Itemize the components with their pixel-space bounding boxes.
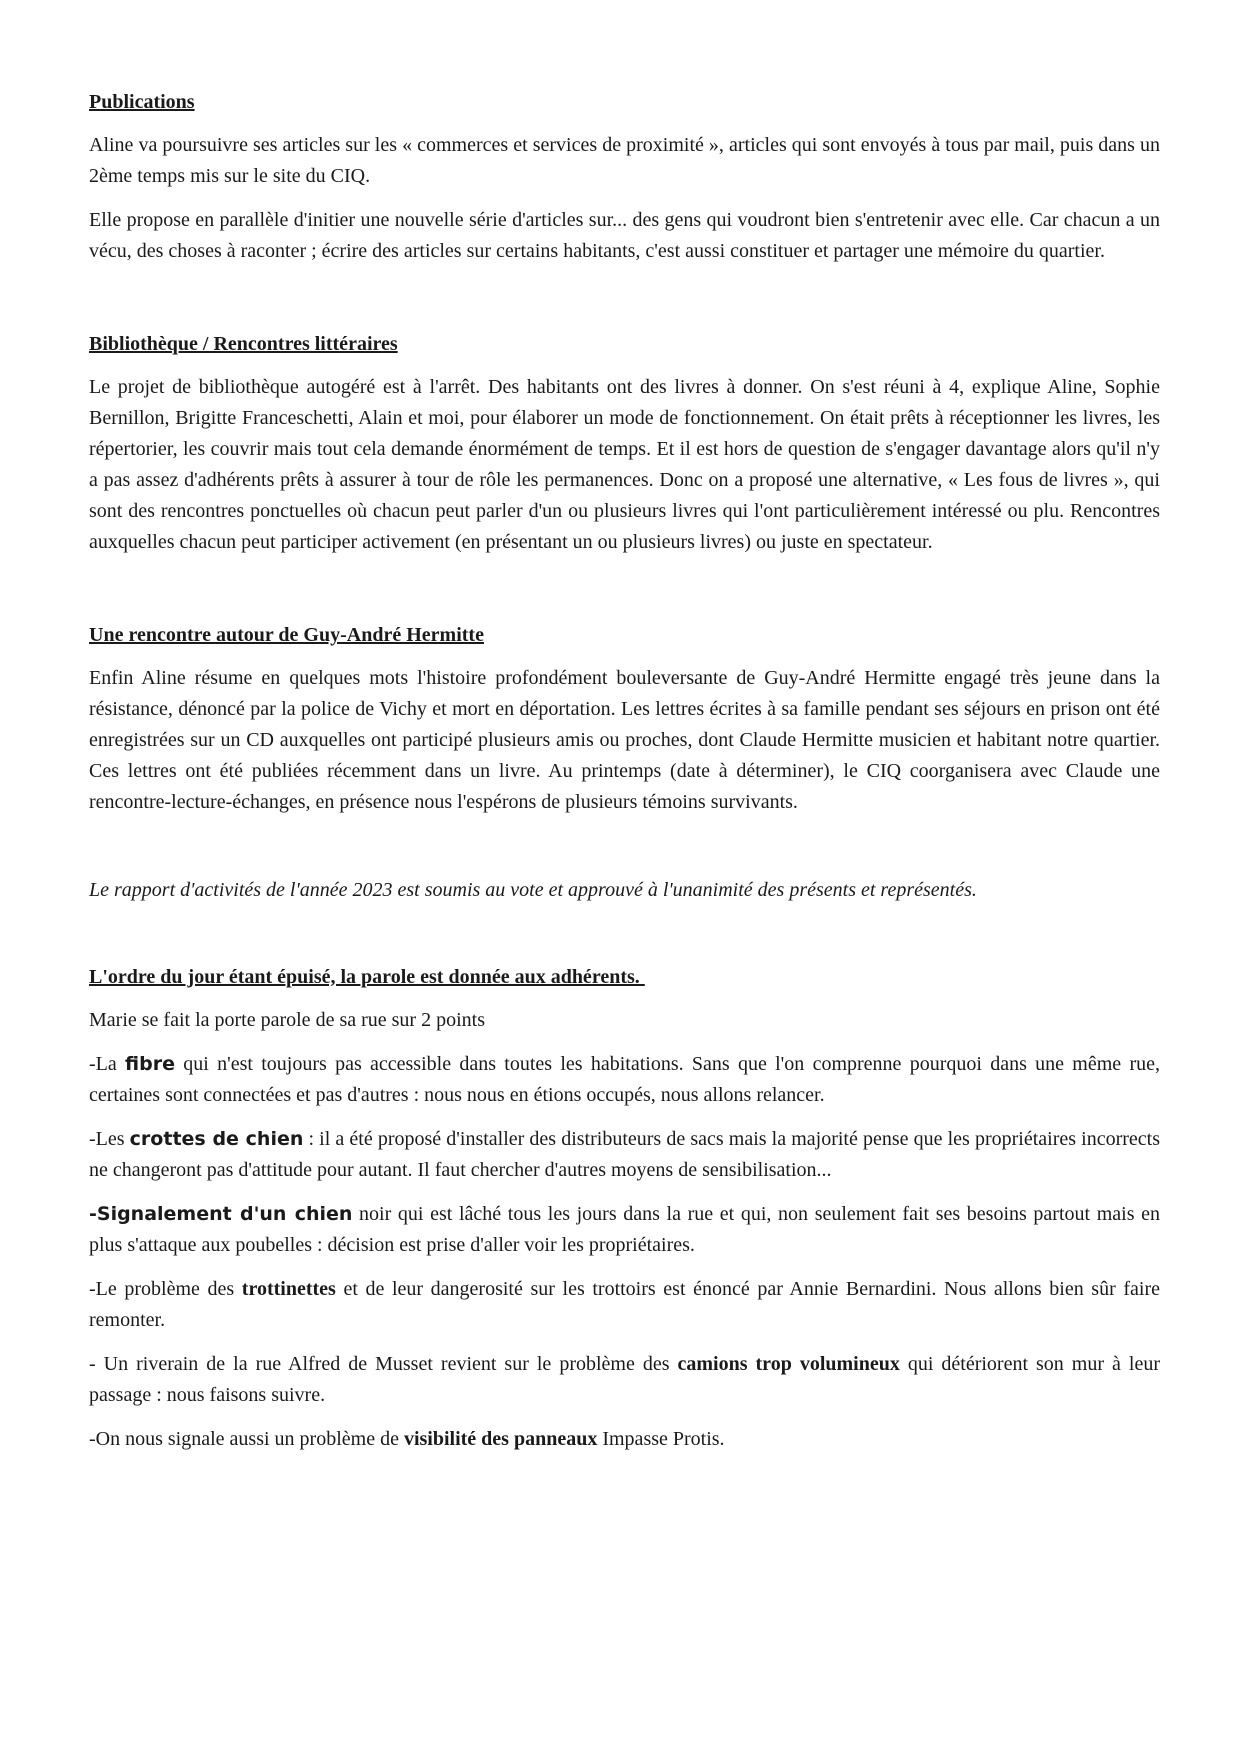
item-keyword: fibre bbox=[125, 1053, 175, 1075]
paragraph-ordre-intro: Marie se fait la porte parole de sa rue sur 2 points bbox=[89, 1009, 485, 1031]
item-text-pre: - Un riverain de la rue Alfred de Musset revient sur le problème des bbox=[89, 1353, 678, 1375]
section-spacer bbox=[89, 280, 1160, 330]
item-keyword: crottes de chien bbox=[129, 1128, 304, 1150]
item-text-pre: -La bbox=[89, 1053, 126, 1075]
vote-statement: Le rapport d'activités de l'année 2023 est soumis au vote et approuvé à l'unanimité des présents et représentés. bbox=[89, 879, 977, 901]
list-item-fibre bbox=[89, 1049, 1160, 1111]
paragraph-bibliotheque-1: Le projet de bibliothèque autogéré est à l'arrêt. Des habitants ont des livres à donner. On s'est réuni à 4, explique Aline, Sophie Bernillon, Brigitte Franceschetti, Alain et moi, pour élaborer un mode de fonctionnement. On était prêts à réceptionner les livres, les répertorier, les couvrir mais tout cela demande énormément de temps. Et il est hors de question de s'engager davantage alors qu'il n'y a pas assez d'adhérents prêts à assurer à tour de rôle les permanences. Donc on a proposé une alternative, « Les fous de livres », qui sont des rencontres ponctuelles où chacun peut parler d'un ou plusieurs livres qui l'ont particulièrement intéressé ou plu. Rencontres auxquelles chacun peut participer activement (en présentant un ou plusieurs livres) ou juste en spectateur. bbox=[89, 376, 1160, 553]
list-item-crottes bbox=[89, 1124, 1160, 1186]
item-text-post: et de leur dangerosité sur les trottoirs est énoncé par Annie Bernardini. Nous allons bien sûr faire remonter. bbox=[89, 1278, 1160, 1331]
item-text-post: noir qui est lâché tous les jours dans la rue et qui, non seulement fait ses besoins partout mais en plus s'attaque aux poubelles : décision est prise d'aller voir les propriétaires. bbox=[89, 1203, 1160, 1256]
section-spacer bbox=[89, 571, 1160, 621]
section-spacer bbox=[89, 919, 1160, 963]
item-keyword: visibilité des panneaux bbox=[403, 1428, 598, 1450]
item-text-post: Impasse Protis. bbox=[597, 1428, 725, 1450]
section-heading-bibliotheque: Bibliothèque / Rencontres littéraires bbox=[89, 333, 398, 355]
item-text-post: qui détériorent son mur à leur passage : nous faisons suivre. bbox=[89, 1353, 1161, 1406]
item-text-post: : il a été proposé d'installer des distributeurs de sacs mais la majorité pense que les propriétaires incorrects ne changeront pas d'attitude pour autant. Il faut chercher d'autres moyens de sensibilisation... bbox=[89, 1128, 1160, 1181]
paragraph-publications-2: Elle propose en parallèle d'initier une nouvelle série d'articles sur... des gens qui voudront bien s'entretenir avec elle. Car chacun a un vécu, des choses à raconter ; écrire des articles sur certains habitants, c'est aussi constituer et partager une mémoire du quartier. bbox=[89, 209, 1160, 262]
item-text-post: qui n'est toujours pas accessible dans toutes les habitations. Sans que l'on comprenne pourquoi dans une même rue, certaines sont connectées et pas d'autres : nous nous en étions occupés, nous allons relancer. bbox=[89, 1053, 1160, 1106]
section-heading-ordre-du-jour: L'ordre du jour étant épuisé, la parole est donnée aux adhérents. bbox=[89, 966, 645, 988]
item-keyword: trottinettes bbox=[241, 1278, 336, 1300]
list-item-camions bbox=[89, 1349, 1160, 1411]
item-keyword: -Signalement d'un chien bbox=[89, 1203, 353, 1225]
list-item-trottinettes bbox=[89, 1274, 1160, 1336]
section-heading-rencontre: Une rencontre autour de Guy-André Hermitte bbox=[89, 624, 484, 646]
section-heading-publications: Publications bbox=[89, 91, 195, 113]
list-item-panneaux bbox=[89, 1424, 1160, 1455]
list-item-signalement bbox=[89, 1199, 1160, 1261]
item-keyword: camions trop volumineux bbox=[677, 1353, 900, 1375]
item-text-pre: -On nous signale aussi un problème de bbox=[89, 1428, 404, 1450]
section-spacer bbox=[89, 831, 1160, 875]
item-text-pre: -Les bbox=[89, 1128, 130, 1150]
paragraph-publications-1: Aline va poursuivre ses articles sur les « commerces et services de proximité », articles qui sont envoyés à tous par mail, puis dans un 2ème temps mis sur le site du CIQ. bbox=[89, 134, 1160, 187]
paragraph-rencontre-1: Enfin Aline résume en quelques mots l'histoire profondément bouleversante de Guy-André Hermitte engagé très jeune dans la résistance, dénoncé par la police de Vichy et mort en déportation. Les lettres écrites à sa famille pendant ses séjours en prison ont été enregistrées sur un CD auxquelles ont participé plusieurs amis ou proches, dont Claude Hermitte musicien et habitant notre quartier. Ces lettres ont été publiées récemment dans un livre. Au printemps (date à déterminer), le CIQ coorganisera avec Claude une rencontre-lecture-échanges, en présence nous l'espérons de plusieurs témoins survivants. bbox=[89, 667, 1160, 813]
item-text-pre: -Le problème des bbox=[89, 1278, 242, 1300]
